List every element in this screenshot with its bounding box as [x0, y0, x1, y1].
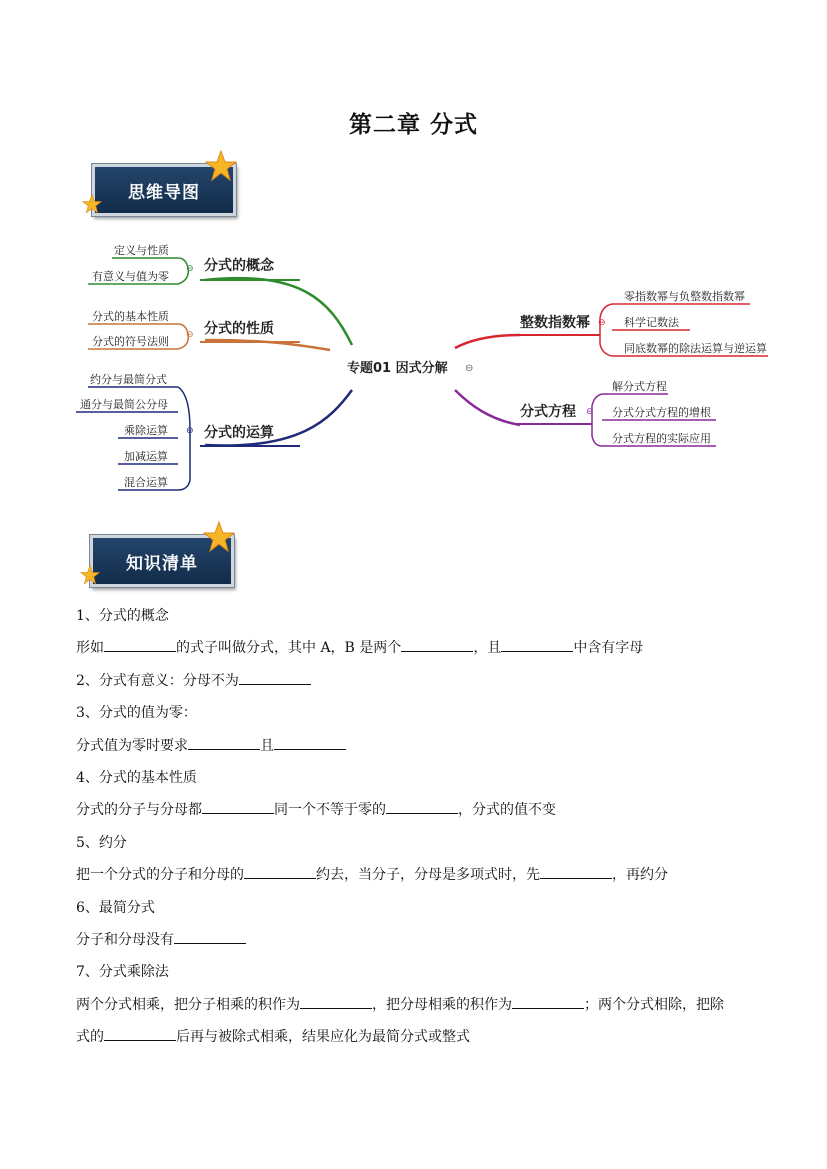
- answer-blank[interactable]: [501, 636, 573, 652]
- leaf-item: 混合运算: [124, 476, 168, 489]
- leaf-item: 约分与最简分式: [90, 373, 167, 386]
- section-heading: 7、分式乘除法: [76, 964, 169, 981]
- knowledge-list: [76, 600, 766, 1054]
- section-heading: 4、分式的基本性质: [76, 770, 197, 787]
- fill-line: 分子和分母没有: [76, 924, 766, 956]
- mindmap-center: 专题01 因式分解: [347, 361, 448, 376]
- star-icon: [203, 521, 235, 553]
- fill-line: 分式值为零时要求 且: [76, 730, 766, 762]
- answer-blank[interactable]: [104, 636, 176, 652]
- star-icon: [80, 565, 100, 585]
- leaf-item: 分式的基本性质: [92, 310, 169, 323]
- leaf-item: 乘除运算: [124, 424, 168, 437]
- leaf-item: 解分式方程: [612, 380, 667, 393]
- collapse-icon[interactable]: ⊖: [186, 264, 194, 274]
- page-title: 第二章 分式: [348, 112, 478, 138]
- answer-blank[interactable]: [239, 669, 311, 685]
- answer-blank[interactable]: [244, 863, 316, 879]
- leaf-item: 通分与最简公分母: [80, 398, 168, 411]
- leaf-item: 有意义与值为零: [92, 270, 169, 283]
- leaf-item: 科学记数法: [624, 316, 679, 329]
- leaf-item: 定义与性质: [114, 244, 169, 257]
- answer-blank[interactable]: [104, 1025, 176, 1041]
- knowledge-banner-label: 知识清单: [126, 553, 198, 574]
- mindmap: [0, 0, 827, 520]
- branch-label-exponent: 整数指数幂: [520, 315, 590, 331]
- leaf-item: 同底数幂的除法运算与逆运算: [624, 342, 767, 355]
- answer-blank[interactable]: [386, 798, 458, 814]
- branch-label-property: 分式的性质: [204, 321, 274, 337]
- branch-label-equation: 分式方程: [520, 404, 576, 420]
- answer-blank[interactable]: [540, 863, 612, 879]
- leaf-item: 分式分式方程的增根: [612, 406, 711, 419]
- collapse-icon[interactable]: ⊖: [598, 318, 606, 328]
- section-heading: 2、分式有意义：分母不为: [76, 665, 766, 697]
- leaf-item: 零指数幂与负整数指数幂: [624, 290, 745, 303]
- section-heading: 6、最简分式: [76, 899, 155, 916]
- fill-line: 分式的分子与分母都 同一个不等于零的 ，分式的值不变: [76, 794, 766, 826]
- answer-blank[interactable]: [274, 734, 346, 750]
- section-heading: 3、分式的值为零：: [76, 705, 197, 722]
- fill-line: 式的 后再与被除式相乘，结果应化为最简分式或整式: [76, 1021, 766, 1053]
- answer-blank[interactable]: [202, 798, 274, 814]
- collapse-icon[interactable]: ⊖: [465, 363, 474, 374]
- answer-blank[interactable]: [300, 993, 372, 1009]
- branch-label-concept: 分式的概念: [204, 258, 274, 274]
- fill-line: 形如 的式子叫做分式，其中 A，B 是两个 ，且 中含有字母: [76, 632, 766, 664]
- answer-blank[interactable]: [512, 993, 584, 1009]
- fill-line: 两个分式相乘，把分子相乘的积作为 ，把分母相乘的积作为 ；两个分式相除，把除: [76, 989, 766, 1021]
- leaf-item: 分式方程的实际应用: [612, 432, 711, 445]
- answer-blank[interactable]: [174, 928, 246, 944]
- section-heading: 5、约分: [76, 834, 127, 851]
- collapse-icon[interactable]: ⊖: [586, 407, 594, 417]
- collapse-icon[interactable]: ⊖: [186, 330, 194, 340]
- branch-label-operation: 分式的运算: [204, 425, 274, 441]
- collapse-icon[interactable]: ⊖: [186, 426, 194, 436]
- leaf-item: 分式的符号法则: [92, 335, 169, 348]
- leaf-item: 加减运算: [124, 450, 168, 463]
- answer-blank[interactable]: [401, 636, 473, 652]
- fill-line: 把一个分式的分子和分母的 约去，当分子，分母是多项式时，先 ，再约分: [76, 859, 766, 891]
- mindmap-banner-label: 思维导图: [128, 182, 200, 203]
- answer-blank[interactable]: [188, 734, 260, 750]
- section-heading: 1、分式的概念: [76, 608, 169, 624]
